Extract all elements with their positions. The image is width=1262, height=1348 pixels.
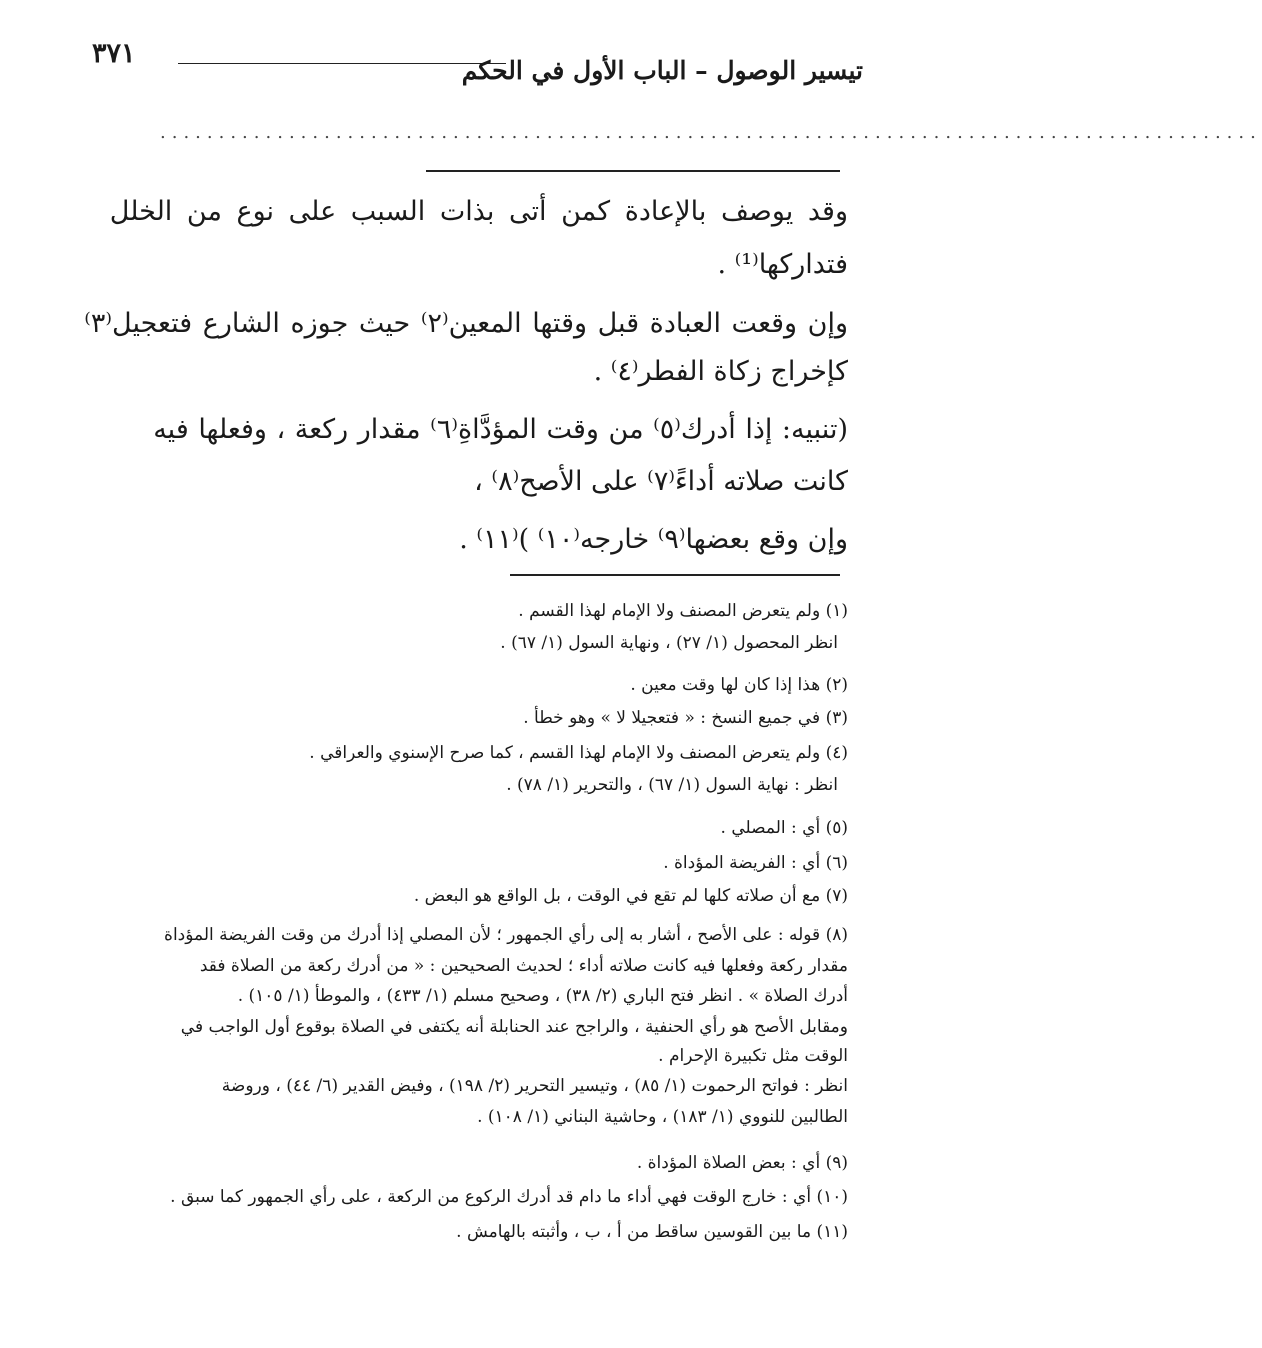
main-line-1: وقد يوصف بالإعادة كمن أتى بذات السبب على نوع من الخلل	[109, 196, 848, 227]
footnote-2: (٢) هذا إذا كان لها وقت معين .	[630, 675, 848, 695]
main-line-7: وإن وقع بعضها⁽٩⁾ خارجه⁽١٠⁾ )⁽١١⁾ .	[459, 524, 848, 555]
footnote-3: (٣) في جميع النسخ : « فتعجيلا لا » وهو خطأ .	[523, 708, 848, 728]
footnote-8-line-1: (٨) قوله : على الأصح ، أشار به إلى رأي الجمهور ؛ لأن المصلي إذا أدرك من وقت الفريضة المؤداة	[164, 925, 848, 945]
main-line-6: كانت صلاته أداءً⁽٧⁾ على الأصح⁽٨⁾ ،	[474, 466, 848, 497]
footnote-8-line-6: انظر : فواتح الرحموت (١/ ٨٥) ، وتيسير التحرير (٢/ ١٩٨) ، وفيض القدير (٦/ ٤٤) ، وروضة	[221, 1076, 848, 1096]
footnote-8-line-2: مقدار ركعة وفعلها فيه كانت صلاته أداء ؛ لحديث الصحيحين : « من أدرك ركعة من الصلاة فقد	[199, 956, 848, 976]
footnote-8-line-7: الطالبين للنووي (١/ ١٨٣) ، وحاشية البناني (١/ ١٠٨) .	[477, 1107, 848, 1127]
main-line-2: فتداركها⁽¹⁾ .	[717, 249, 848, 280]
footnote-5: (٥) أي : المصلي .	[720, 818, 848, 838]
footnote-4-ref: انظر : نهاية السول (١/ ٦٧) ، والتحرير (١/ ٧٨) .	[506, 775, 838, 795]
footnote-rule	[510, 574, 840, 576]
page-number: ٣٧١	[92, 38, 136, 69]
dotted-separator: ..............................................................................................	[160, 122, 1262, 143]
top-rule	[426, 170, 840, 172]
footnote-8-line-3: أدرك الصلاة » . انظر فتح الباري (٢/ ٣٨) ، وصحيح مسلم (١/ ٤٣٣) ، والموطأ (١/ ١٠٥) .	[237, 986, 848, 1006]
footnote-7: (٧) مع أن صلاته كلها لم تقع في الوقت ، بل الواقع هو البعض .	[413, 886, 848, 906]
main-line-5: (تنبيه: إذا أدرك⁽٥⁾ من وقت المؤدَّاةِ⁽٦⁾ مقدار ركعة ، وفعلها فيه	[153, 414, 848, 445]
footnote-6: (٦) أي : الفريضة المؤداة .	[663, 853, 848, 873]
footnote-9: (٩) أي : بعض الصلاة المؤداة .	[636, 1153, 848, 1173]
main-line-4: كإخراج زكاة الفطر⁽٤⁾ .	[593, 356, 848, 387]
footnote-4: (٤) ولم يتعرض المصنف ولا الإمام لهذا القسم ، كما صرح الإسنوي والعراقي .	[309, 743, 848, 763]
main-line-3: وإن وقعت العبادة قبل وقتها المعين⁽٢⁾ حيث جوزه الشارع فتعجيل⁽٣⁾	[84, 308, 848, 339]
header-rule	[178, 63, 506, 64]
footnote-1: (١) ولم يتعرض المصنف ولا الإمام لهذا القسم .	[518, 601, 848, 621]
footnote-8-line-5: الوقت مثل تكبيرة الإحرام .	[658, 1046, 848, 1066]
running-header-title: تيسير الوصول – الباب الأول في الحكم	[461, 56, 863, 85]
footnote-8-line-4: ومقابل الأصح هو رأي الحنفية ، والراجح عند الحنابلة أنه يكتفى في الصلاة بوقوع أول الواجب في	[180, 1017, 848, 1037]
footnote-10: (١٠) أي : خارج الوقت فهي أداء ما دام قد أدرك الركوع من الركعة ، على رأي الجمهور كما سبق .	[170, 1187, 848, 1207]
footnote-11: (١١) ما بين القوسين ساقط من أ ، ب ، وأثبته بالهامش .	[456, 1222, 848, 1242]
footnote-1-ref: انظر المحصول (١/ ٢٧) ، ونهاية السول (١/ ٦٧) .	[500, 633, 838, 653]
